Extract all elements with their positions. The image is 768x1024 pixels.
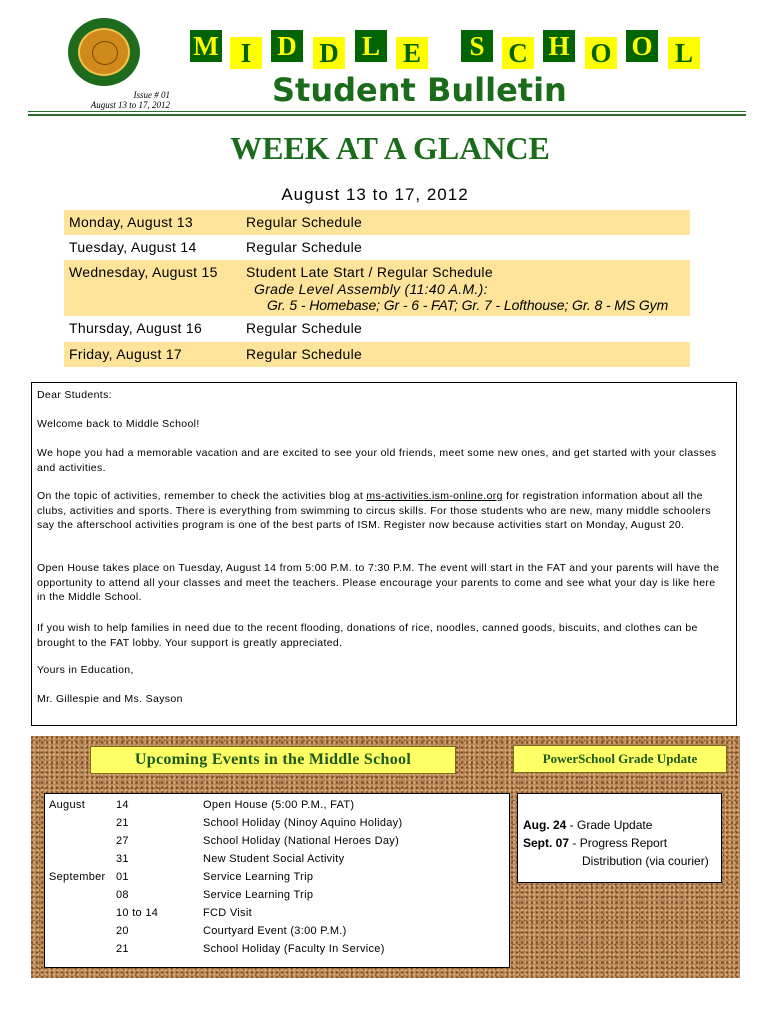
powerschool-heading: PowerSchool Grade Update (513, 745, 727, 773)
schedule-row (64, 210, 690, 235)
header-rule-thick (28, 114, 746, 116)
schedule-sub-locations: Gr. 5 - Homebase; Gr - 6 - FAT; Gr. 7 - Lofthouse; Gr. 8 - MS Gym (267, 297, 669, 313)
letter-paragraph: If you wish to help families in need due to the recent flooding, donations of rice, noodles, canned goods, biscuits, and clothes can be brought to the FAT lobby. Your support is greatly appreciated. (37, 622, 698, 649)
header-rule (28, 111, 746, 112)
event-row: 21 School Holiday (Ninoy Aquino Holiday) (116, 817, 403, 829)
title-letter: M (190, 30, 222, 62)
title-letter: D (313, 37, 345, 69)
title-letter: L (355, 30, 387, 62)
event-row: 21 School Holiday (Faculty In Service) (116, 943, 385, 955)
letter-closing: Yours in Education, (37, 664, 134, 676)
letter-paragraph: We hope you had a memorable vacation and are excited to see your old friends, meet some new ones, and get started with your classes and activities. (37, 447, 717, 474)
schedule-row (64, 316, 690, 342)
title-letter: L (668, 37, 700, 69)
progress-report-line: Sept. 07 - Progress Report (523, 836, 668, 850)
title-letter: O (626, 30, 658, 62)
schedule-day: Wednesday, August 15 (69, 264, 218, 280)
page-subtitle: Student Bulletin (272, 71, 567, 109)
grade-update-box (517, 793, 722, 883)
schedule-sub-assembly: Grade Level Assembly (11:40 A.M.): (254, 281, 488, 297)
activities-blog-link[interactable]: ms-activities.ism-online.org (366, 490, 503, 502)
title-letter: O (585, 37, 617, 69)
issue-dates: August 13 to 17, 2012 (90, 100, 170, 110)
distribution-line: Distribution (via courier) (582, 854, 709, 868)
schedule-day: Friday, August 17 (69, 346, 183, 362)
schedule-desc: Regular Schedule (246, 346, 363, 362)
schedule-desc: Regular Schedule (246, 320, 363, 336)
letter-greeting: Dear Students: (37, 389, 112, 401)
events-list (44, 793, 510, 968)
letter-paragraph: On the topic of activities, remember to check the activities blog at ms-activities.ism-online.org for registration information about all the clubs, activities and sports. There is everything from swimming to circus skills. For those students who are new, many middle schoolers say the afterschool activities program is one of the best parts of ISM. Register now because activities start on Monday, August 20. (37, 490, 711, 531)
letter-paragraph: Open House takes place on Tuesday, August 14 from 5:00 P.M. to 7:30 P.M. The event will start in the FAT and your parents will have the opportunity to attend all your classes and meet the teachers. Please encourage your parents to come and see what your day is like here in the Middle School. (37, 562, 720, 603)
title-letter: I (230, 37, 262, 69)
event-row: 10 to 14 FCD Visit (116, 907, 252, 919)
principal-letter (31, 382, 737, 726)
title-letter: H (543, 30, 575, 62)
seal-emblem (78, 28, 130, 76)
letter-paragraph: Welcome back to Middle School! (37, 418, 200, 430)
issue-number: Issue # 01 (133, 90, 170, 100)
event-row: September 01 Service Learning Trip (49, 871, 314, 883)
week-heading: WEEK AT A GLANCE (230, 130, 550, 166)
title-letter: E (396, 37, 428, 69)
schedule-desc: Regular Schedule (246, 239, 363, 255)
letter-signature: Mr. Gillespie and Ms. Sayson (37, 693, 183, 705)
schedule-day: Tuesday, August 14 (69, 239, 197, 255)
school-seal (68, 18, 140, 86)
event-row: 20 Courtyard Event (3:00 P.M.) (116, 925, 347, 937)
event-row: 08 Service Learning Trip (116, 889, 314, 901)
schedule-day: Thursday, August 16 (69, 320, 203, 336)
schedule-row (64, 235, 690, 260)
event-row: 31 New Student Social Activity (116, 853, 345, 865)
title-letter: S (461, 30, 493, 62)
schedule-day: Monday, August 13 (69, 214, 193, 230)
issue-info (40, 90, 170, 110)
schedule-row (64, 342, 690, 367)
event-row: August 14 Open House (5:00 P.M., FAT) (49, 799, 355, 811)
schedule-desc: Student Late Start / Regular Schedule (246, 264, 493, 280)
title-letter: C (502, 37, 534, 69)
grade-update-line: Aug. 24 - Grade Update (523, 818, 653, 832)
event-row: 27 School Holiday (National Heroes Day) (116, 835, 400, 847)
schedule-row (64, 260, 690, 316)
schedule-desc: Regular Schedule (246, 214, 363, 230)
events-heading: Upcoming Events in the Middle School (90, 746, 456, 774)
title-letter: D (271, 30, 303, 62)
week-range: August 13 to 17, 2012 (281, 185, 469, 204)
